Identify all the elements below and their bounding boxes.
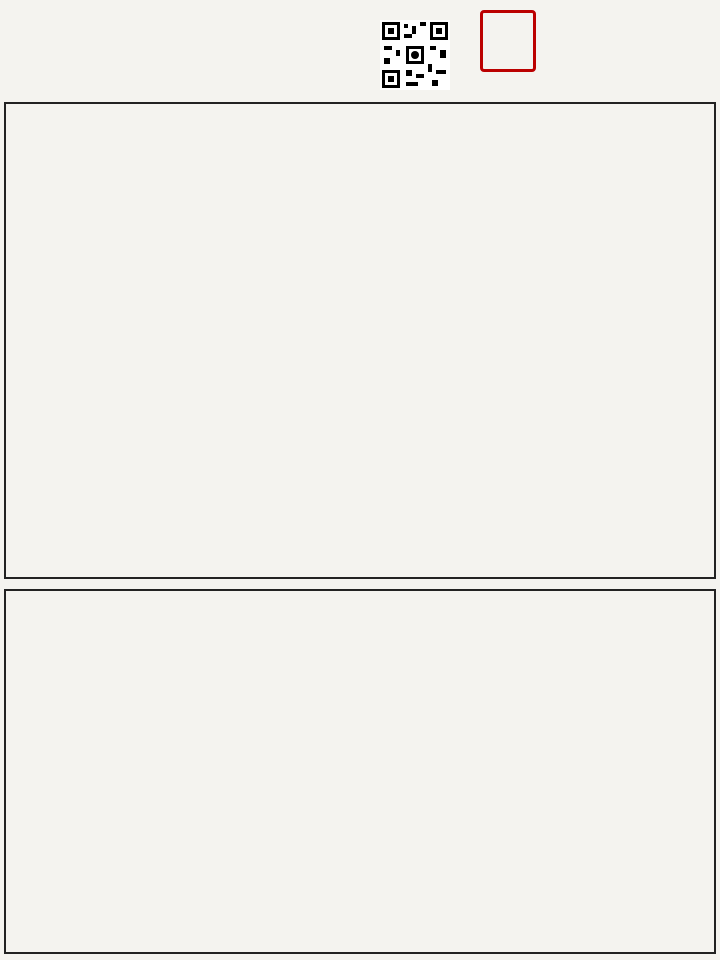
pillar-grid <box>4 102 716 579</box>
red-seal-logo <box>480 10 536 72</box>
header <box>0 0 720 100</box>
annual-luck-grid <box>4 589 716 954</box>
qr-code-icon <box>380 20 450 90</box>
